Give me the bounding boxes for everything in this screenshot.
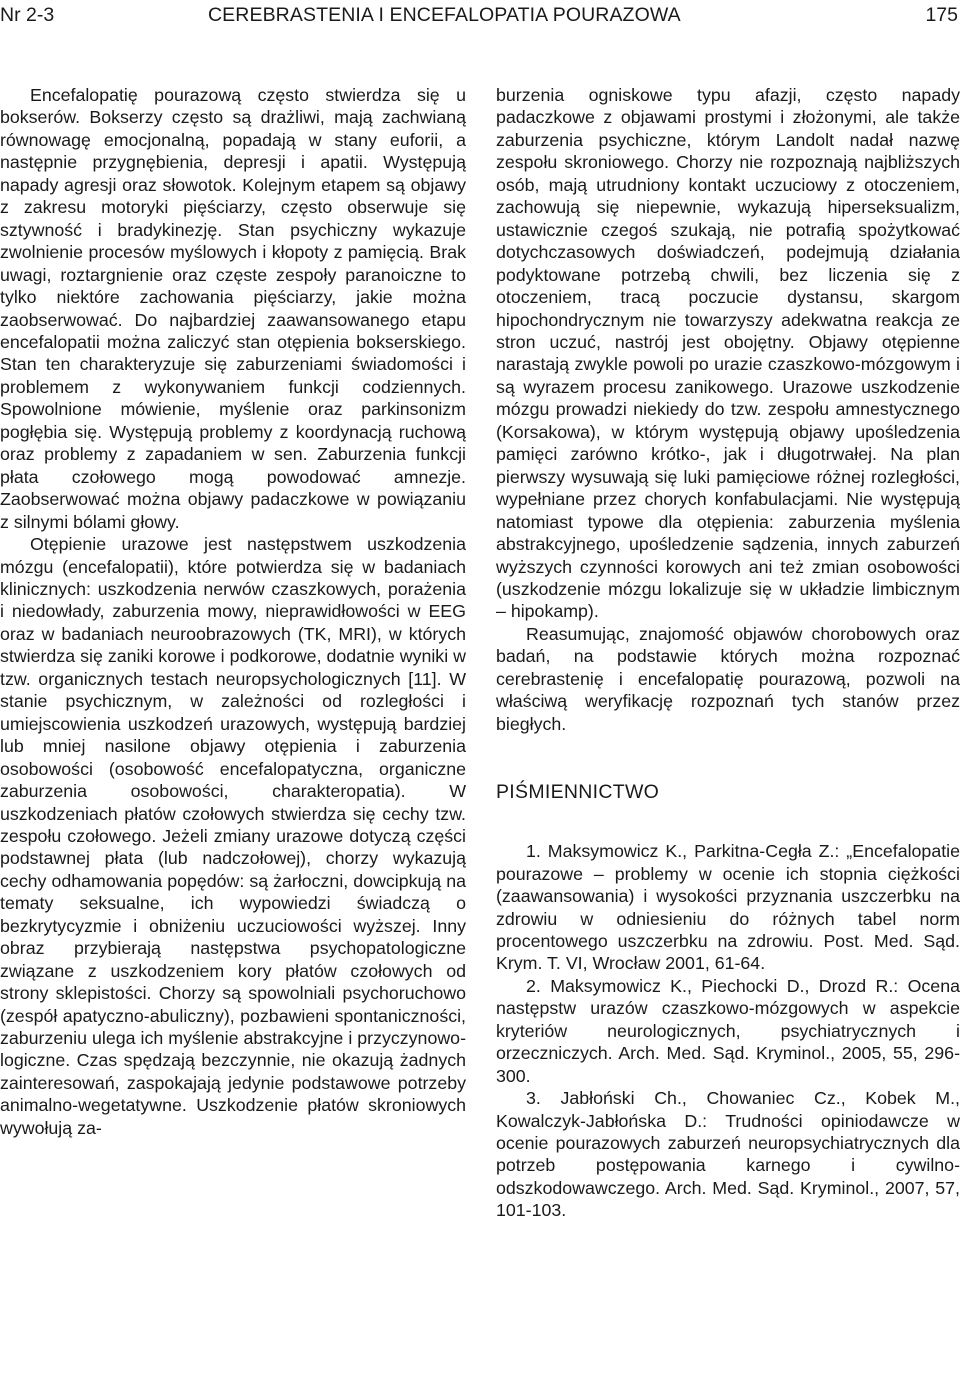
body-paragraph: Otępienie urazowe jest następstwem uszkodzenia mózgu (encefalopatii), które potwierdza się w badaniach klinicznych: uszkodzenia nerwów czaszkowych, porażenia i niedowłady, zaburzenia mowy, nieprawidłowości w EEG oraz w badaniach neuroobrazowych (TK, MRI), w których stwierdza się zaniki korowe i podkorowe, dodatnie wyniki w tzw. organicznych testach neuropsychologicznych [11]. W stanie psychicznym, w zależności od rozległości i umiejscowienia uszkodzeń urazowych, występują bardziej lub mniej nasilone objawy otępienia i zaburzenia osobowości (osobowość encefalopatyczna, organiczne zaburzenia osobowości, charakteropatia). W uszkodzeniach płatów czołowych stwierdza się cechy tzw. zespołu czołowego. Jeżeli zmiany urazowe dotyczą części podstawnej płata (lub nadczołowej), chorzy wykazują cechy odhamowania popędów: są żarłoczni, dowcipkują na tematy seksualne, ich wypowiedzi świadczą o bezkrytycyzmie i obniżeniu uczuciowości wyższej. Inny obraz przybierają następstwa psychopatologiczne związane z uszkodzeniem kory płatów czołowych od strony sklepistości. Chorzy są spowolniali psychoruchowo (zespół apatyczno-abuliczny), pozbawieni spontaniczności, zaburzeniu ulega ich myślenie abstrakcyjne i przyczynowo-logiczne. Czas spędzają bezczynnie, nie okazują żadnych zainteresowań, zaspokajają jedynie podstawowe potrzeby animalno-wegetatywne. Uszkodzenie płatów skroniowych wywołują za- [0,534,466,1138]
right-column [496,84,960,1222]
reference-item [496,1087,960,1222]
summary-paragraph: Reasumując, znajomość objawów chorobowych oraz badań, na podstawie których można rozpoznać cerebrastenię i encefalopatię pourazową, pozwoli na właściwą weryfikację rozpoznań tych stanów przez biegłych. [496,623,960,734]
reference-text: Maksymowicz K., Parkitna-Cegła Z.: „Encefalopatie pourazowe – problemy w ocenie ich stopnia ciężkości (zaawansowania) i wysokości przyznania uszczerbku na zdrowiu w odniesieniu do różnych tabel norm procentowego uszczerbku na zdrowiu. Post. Med. Sąd. Krym. T. VI, Wrocław 2001, 61-64. [496,841,960,974]
issue-number: Nr 2-3 [0,4,55,26]
reference-number: 3. [526,1088,541,1109]
reference-item [496,840,960,975]
reference-number: 2. [526,975,541,996]
reference-item [496,975,960,1087]
left-column [0,84,466,1139]
reference-text: Maksymowicz K., Piechocki D., Drozd R.: Ocena następstw urazów czaszkowo-mózgowych w aspekcie kryteriów neurologicznych, psychiatrycznych i orzeczniczych. Arch. Med. Sąd. Kryminol., 2005, 55, 296-300. [496,975,960,1086]
references-heading: PIŚMIENNICTWO [496,781,660,804]
page-number: 175 [925,4,958,26]
reference-text: Jabłoński Ch., Chowaniec Cz., Kobek M., Kowalczyk-Jabłońska D.: Trudności opiniodawcze w ocenie pourazowych zaburzeń neuropsychiatrycznych dla potrzeb postępowania karnego i cywilno-odszkodowawczego. Arch. Med. Sąd. Kryminol., 2007, 57, 101-103. [496,1088,960,1221]
running-header [0,2,960,28]
body-paragraph-continued: burzenia ogniskowe typu afazji, często napady padaczkowe z objawami prostymi i złożonymi, ale także zaburzenia psychiczne, którym Landolt nadał nazwę zespołu skroniowego. Chorzy nie rozpoznają najbliższych osób, mają utrudniony kontakt uczuciowy z otoczeniem, zachowują się niepewnie, wykazują hiperseksualizm, ustawicznie czegoś szukają, nie potrafią spożytkować dotychczasowych doświadczeń, podejmują działania podyktowane potrzebą chwili, bez liczenia się z otoczeniem, tracą poczucie dystansu, skargom hipochondrycznym nie towarzyszy adekwatna reakcja ze stron uczuć, nastrój jest obojętny. Objawy otępienne narastają zwykle powoli po urazie czaszkowo-mózgowym i są wyrazem procesu zanikowego. Urazowe uszkodzenie mózgu prowadzi niekiedy do tzw. zespołu amnestycznego (Korsakowa), w którym występują objawy upośledzenia pamięci zarówno krótko-, jak i długotrwałej. Na plan pierwszy wysuwają się luki pamięciowe różnej rozległości, wypełniane przez chorych konfabulacjami. Nie występują natomiast typowe dla otępienia: zaburzenia myślenia abstrakcyjnego, upośledzenie sądzenia, innych zaburzeń wyższych czynności korowych ani też zmian osobowości (uszkodzenie mózgu lokalizuje się w układzie limbicznym – hipokamp). [496,85,960,622]
body-paragraph: Encefalopatię pourazową często stwierdza się u bokserów. Bokserzy często są drażliwi, mają zachwianą równowagę emocjonalną, popadają w stany euforii, a następnie przygnębienia, depresji i apatii. Występują napady agresji oraz słowotok. Kolejnym etapem są objawy z zakresu motoryki pięściarzy, często obserwuje się sztywność i bradykinezję. Stan psychiczny wykazuje zwolnienie procesów myślowych i kłopoty z pamięcią. Brak uwagi, roztargnienie oraz częste zespoły paranoiczne to tylko niektóre zachowania pięściarzy, jakie można zaobserwować. Do najbardziej zaawansowanego etapu encefalopatii można zaliczyć stan otępienia bokserskiego. Stan ten charakteryzuje się zaburzeniami świadomości i problemem z wykonywaniem funkcji codziennych. Spowolnione mówienie, myślenie oraz parkinsonizm pogłębia się. Występują problemy z koordynacją ruchową oraz problemy z zapadaniem w sen. Zaburzenia funkcji płata czołowego mogą powodować amnezje. Zaobserwować można objawy padaczkowe w powiązaniu z silnymi bólami głowy. [0,85,466,532]
reference-number: 1. [526,841,541,862]
running-title: CEREBRASTENIA I ENCEFALOPATIA POURAZOWA [208,4,681,26]
